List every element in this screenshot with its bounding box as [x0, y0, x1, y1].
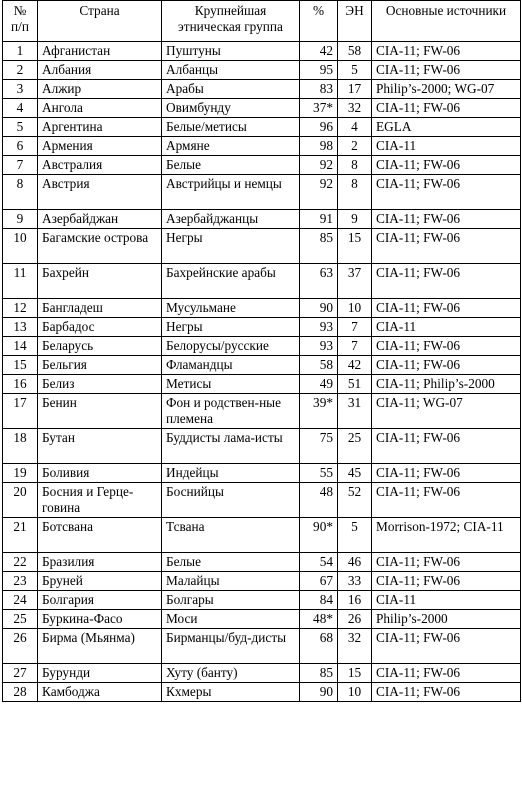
row-num: 18	[3, 429, 38, 464]
row-en: 15	[338, 664, 372, 683]
table-row	[3, 318, 521, 337]
row-group: Болгары	[162, 591, 300, 610]
row-group: Кхмеры	[162, 683, 300, 702]
row-group: Индейцы	[162, 464, 300, 483]
row-num: 20	[3, 483, 38, 518]
row-group: Овимбунду	[162, 99, 300, 118]
row-num: 16	[3, 375, 38, 394]
table-row	[3, 375, 521, 394]
row-en: 5	[338, 518, 372, 553]
row-country: Босния и Герце-говина	[38, 483, 162, 518]
row-percent: 37*	[300, 99, 338, 118]
row-en: 37	[338, 264, 372, 299]
row-country: Беларусь	[38, 337, 162, 356]
row-num: 1	[3, 42, 38, 61]
row-percent: 90	[300, 683, 338, 702]
row-sources: CIA-11; Philip’s-2000	[372, 375, 521, 394]
row-en: 7	[338, 337, 372, 356]
row-group: Азербайджанцы	[162, 210, 300, 229]
row-group: Австрийцы и немцы	[162, 175, 300, 210]
row-num: 5	[3, 118, 38, 137]
row-country: Белиз	[38, 375, 162, 394]
table-row	[3, 629, 521, 664]
row-num: 19	[3, 464, 38, 483]
row-group: Тсвана	[162, 518, 300, 553]
row-sources: CIA-11; FW-06	[372, 629, 521, 664]
row-num: 7	[3, 156, 38, 175]
row-num: 26	[3, 629, 38, 664]
row-country: Австралия	[38, 156, 162, 175]
table-row	[3, 429, 521, 464]
row-country: Бирма (Мьянма)	[38, 629, 162, 664]
row-sources: CIA-11; FW-06	[372, 572, 521, 591]
row-en: 45	[338, 464, 372, 483]
row-country: Бурунди	[38, 664, 162, 683]
row-country: Буркина-Фасо	[38, 610, 162, 629]
table-row	[3, 664, 521, 683]
row-percent: 42	[300, 42, 338, 61]
row-group: Армяне	[162, 137, 300, 156]
table-row	[3, 518, 521, 553]
row-sources: CIA-11; FW-06	[372, 229, 521, 264]
row-en: 26	[338, 610, 372, 629]
row-sources: CIA-11; FW-06	[372, 175, 521, 210]
row-country: Бразилия	[38, 553, 162, 572]
header-group: Крупнейшая этническая группа	[162, 1, 300, 42]
table-row	[3, 483, 521, 518]
row-percent: 67	[300, 572, 338, 591]
row-group: Хуту (банту)	[162, 664, 300, 683]
row-en: 51	[338, 375, 372, 394]
row-sources: CIA-11; FW-06	[372, 42, 521, 61]
table-row	[3, 210, 521, 229]
row-group: Бирманцы/буд-дисты	[162, 629, 300, 664]
row-percent: 92	[300, 175, 338, 210]
row-sources: CIA-11; FW-06	[372, 429, 521, 464]
row-en: 46	[338, 553, 372, 572]
row-sources: CIA-11; FW-06	[372, 337, 521, 356]
row-num: 8	[3, 175, 38, 210]
row-group: Белорусы/русские	[162, 337, 300, 356]
row-sources: CIA-11; FW-06	[372, 483, 521, 518]
row-num: 9	[3, 210, 38, 229]
row-group: Негры	[162, 229, 300, 264]
row-percent: 63	[300, 264, 338, 299]
row-country: Барбадос	[38, 318, 162, 337]
row-percent: 48*	[300, 610, 338, 629]
row-group: Белые/метисы	[162, 118, 300, 137]
row-sources: Philip’s-2000	[372, 610, 521, 629]
header-country: Страна	[38, 1, 162, 42]
row-num: 23	[3, 572, 38, 591]
table-row	[3, 394, 521, 429]
row-group: Боснийцы	[162, 483, 300, 518]
row-en: 15	[338, 229, 372, 264]
table-row	[3, 229, 521, 264]
row-percent: 98	[300, 137, 338, 156]
row-sources: CIA-11; FW-06	[372, 356, 521, 375]
row-en: 25	[338, 429, 372, 464]
row-percent: 48	[300, 483, 338, 518]
row-percent: 92	[300, 156, 338, 175]
row-en: 7	[338, 318, 372, 337]
row-percent: 91	[300, 210, 338, 229]
row-num: 22	[3, 553, 38, 572]
row-sources: CIA-11	[372, 591, 521, 610]
row-group: Арабы	[162, 80, 300, 99]
row-num: 17	[3, 394, 38, 429]
table-row	[3, 80, 521, 99]
table-row	[3, 337, 521, 356]
row-group: Бахрейнские арабы	[162, 264, 300, 299]
row-percent: 55	[300, 464, 338, 483]
table-row	[3, 156, 521, 175]
table-row	[3, 610, 521, 629]
row-num: 10	[3, 229, 38, 264]
row-group: Малайцы	[162, 572, 300, 591]
row-group: Белые	[162, 156, 300, 175]
row-en: 16	[338, 591, 372, 610]
row-sources: CIA-11; FW-06	[372, 61, 521, 80]
row-country: Армения	[38, 137, 162, 156]
row-num: 15	[3, 356, 38, 375]
row-country: Афганистан	[38, 42, 162, 61]
row-group: Мусульмане	[162, 299, 300, 318]
row-sources: CIA-11; WG-07	[372, 394, 521, 429]
row-country: Боливия	[38, 464, 162, 483]
table-row	[3, 99, 521, 118]
row-group: Албанцы	[162, 61, 300, 80]
row-num: 13	[3, 318, 38, 337]
row-num: 3	[3, 80, 38, 99]
row-num: 25	[3, 610, 38, 629]
row-country: Бенин	[38, 394, 162, 429]
row-country: Бельгия	[38, 356, 162, 375]
table-row	[3, 464, 521, 483]
row-group: Негры	[162, 318, 300, 337]
row-percent: 95	[300, 61, 338, 80]
row-group: Метисы	[162, 375, 300, 394]
row-country: Аргентина	[38, 118, 162, 137]
table-row	[3, 61, 521, 80]
table-row	[3, 356, 521, 375]
table-row	[3, 175, 521, 210]
row-sources: CIA-11; FW-06	[372, 683, 521, 702]
row-group: Буддисты лама-исты	[162, 429, 300, 464]
row-num: 24	[3, 591, 38, 610]
row-sources: CIA-11; FW-06	[372, 299, 521, 318]
row-percent: 83	[300, 80, 338, 99]
table-row	[3, 118, 521, 137]
row-country: Болгария	[38, 591, 162, 610]
row-en: 5	[338, 61, 372, 80]
row-sources: CIA-11; FW-06	[372, 156, 521, 175]
row-percent: 49	[300, 375, 338, 394]
row-country: Бахрейн	[38, 264, 162, 299]
row-percent: 58	[300, 356, 338, 375]
row-group: Белые	[162, 553, 300, 572]
row-country: Бутан	[38, 429, 162, 464]
table-row	[3, 683, 521, 702]
row-sources: Morrison-1972; CIA-11	[372, 518, 521, 553]
row-group: Фон и родствен-ные племена	[162, 394, 300, 429]
ethnic-groups-table	[2, 0, 521, 702]
table-row	[3, 572, 521, 591]
row-country: Албания	[38, 61, 162, 80]
row-sources: Philip’s-2000; WG-07	[372, 80, 521, 99]
table-row	[3, 591, 521, 610]
row-percent: 85	[300, 229, 338, 264]
row-sources: CIA-11; FW-06	[372, 664, 521, 683]
row-percent: 85	[300, 664, 338, 683]
row-sources: CIA-11; FW-06	[372, 553, 521, 572]
table-row	[3, 137, 521, 156]
row-num: 12	[3, 299, 38, 318]
header-en: ЭН	[338, 1, 372, 42]
row-en: 17	[338, 80, 372, 99]
row-en: 33	[338, 572, 372, 591]
row-en: 32	[338, 629, 372, 664]
row-en: 42	[338, 356, 372, 375]
row-en: 58	[338, 42, 372, 61]
row-num: 11	[3, 264, 38, 299]
row-percent: 54	[300, 553, 338, 572]
row-en: 31	[338, 394, 372, 429]
row-en: 8	[338, 156, 372, 175]
row-en: 10	[338, 683, 372, 702]
table-row	[3, 42, 521, 61]
row-percent: 90	[300, 299, 338, 318]
row-num: 2	[3, 61, 38, 80]
header-row	[3, 1, 521, 42]
row-num: 6	[3, 137, 38, 156]
row-country: Алжир	[38, 80, 162, 99]
row-country: Ботсвана	[38, 518, 162, 553]
table-row	[3, 553, 521, 572]
row-group: Моси	[162, 610, 300, 629]
row-sources: CIA-11; FW-06	[372, 210, 521, 229]
table-row	[3, 299, 521, 318]
row-en: 2	[338, 137, 372, 156]
row-num: 28	[3, 683, 38, 702]
header-sources: Основные источники	[372, 1, 521, 42]
row-country: Бангладеш	[38, 299, 162, 318]
row-num: 27	[3, 664, 38, 683]
table-row	[3, 264, 521, 299]
row-sources: CIA-11; FW-06	[372, 99, 521, 118]
row-country: Ангола	[38, 99, 162, 118]
row-country: Камбоджа	[38, 683, 162, 702]
row-en: 32	[338, 99, 372, 118]
row-sources: CIA-11	[372, 137, 521, 156]
row-percent: 93	[300, 318, 338, 337]
row-percent: 84	[300, 591, 338, 610]
row-percent: 39*	[300, 394, 338, 429]
row-num: 21	[3, 518, 38, 553]
row-group: Фламандцы	[162, 356, 300, 375]
header-num: № п/п	[3, 1, 38, 42]
row-en: 4	[338, 118, 372, 137]
row-country: Багамские острова	[38, 229, 162, 264]
row-group: Пуштуны	[162, 42, 300, 61]
row-percent: 68	[300, 629, 338, 664]
row-percent: 90*	[300, 518, 338, 553]
row-percent: 96	[300, 118, 338, 137]
row-en: 8	[338, 175, 372, 210]
row-country: Австрия	[38, 175, 162, 210]
row-percent: 75	[300, 429, 338, 464]
row-en: 10	[338, 299, 372, 318]
row-en: 52	[338, 483, 372, 518]
row-sources: CIA-11; FW-06	[372, 264, 521, 299]
row-sources: CIA-11	[372, 318, 521, 337]
row-country: Бруней	[38, 572, 162, 591]
row-num: 4	[3, 99, 38, 118]
header-percent: %	[300, 1, 338, 42]
row-en: 9	[338, 210, 372, 229]
row-num: 14	[3, 337, 38, 356]
row-percent: 93	[300, 337, 338, 356]
row-sources: CIA-11; FW-06	[372, 464, 521, 483]
row-sources: EGLA	[372, 118, 521, 137]
row-country: Азербайджан	[38, 210, 162, 229]
